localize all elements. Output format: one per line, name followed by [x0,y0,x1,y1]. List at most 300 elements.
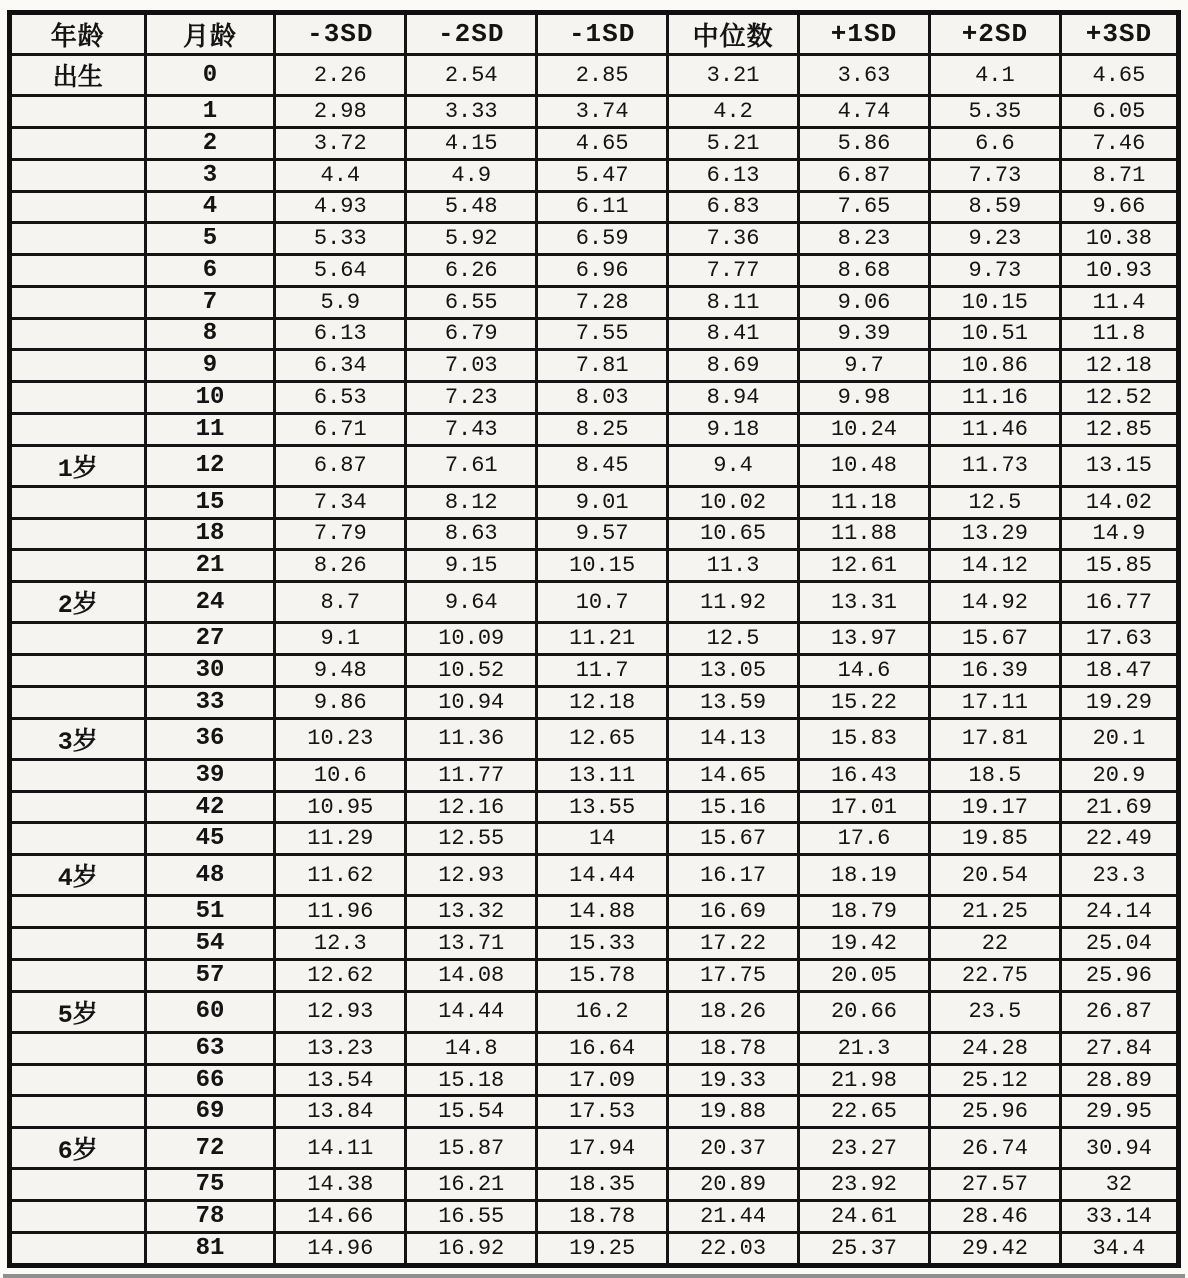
value-cell: 8.59 [929,191,1060,223]
value-cell: 9.57 [537,518,668,550]
month-cell: 6 [145,255,275,287]
value-cell: 32 [1060,1169,1178,1201]
value-cell: 18.35 [537,1169,668,1201]
value-cell: 18.78 [668,1032,799,1064]
header-row [10,13,1179,55]
value-cell: 18.79 [799,896,930,928]
month-cell: 75 [145,1169,275,1201]
table-row [10,1128,1179,1169]
value-cell: 4.4 [275,159,406,191]
value-cell: 22.03 [668,1232,799,1265]
age-cell [10,486,146,518]
value-cell: 15.33 [537,928,668,960]
value-cell: 5.33 [275,223,406,255]
value-cell: 23.27 [799,1128,930,1169]
value-cell: 16.92 [406,1232,537,1265]
age-cell: 5岁 [10,991,146,1032]
month-cell: 21 [145,550,275,582]
table-row [10,96,1179,128]
value-cell: 30.94 [1060,1128,1178,1169]
value-cell: 20.05 [799,959,930,991]
value-cell: 5.21 [668,128,799,160]
table-row [10,350,1179,382]
age-cell: 3岁 [10,718,146,759]
value-cell: 23.5 [929,991,1060,1032]
value-cell: 5.92 [406,223,537,255]
value-cell: 15.54 [406,1096,537,1128]
month-cell: 57 [145,959,275,991]
value-cell: 28.89 [1060,1064,1178,1096]
age-cell [10,928,146,960]
value-cell: 5.48 [406,191,537,223]
value-cell: 22.49 [1060,823,1178,855]
value-cell: 19.17 [929,791,1060,823]
table-row [10,445,1179,486]
value-cell: 14.38 [275,1169,406,1201]
age-cell [10,896,146,928]
value-cell: 13.59 [668,686,799,718]
value-cell: 11.21 [537,623,668,655]
value-cell: 3.63 [799,55,930,96]
growth-standards-table [7,10,1181,1268]
value-cell: 19.85 [929,823,1060,855]
value-cell: 13.15 [1060,445,1178,486]
value-cell: 15.67 [668,823,799,855]
value-cell: 26.87 [1060,991,1178,1032]
value-cell: 6.53 [275,382,406,414]
table-row [10,255,1179,287]
value-cell: 10.15 [929,286,1060,318]
value-cell: 7.46 [1060,128,1178,160]
table-row [10,413,1179,445]
value-cell: 6.71 [275,413,406,445]
value-cell: 14.88 [537,896,668,928]
age-cell [10,159,146,191]
value-cell: 14.13 [668,718,799,759]
month-cell: 48 [145,855,275,896]
value-cell: 13.31 [799,582,930,623]
value-cell: 12.3 [275,928,406,960]
value-cell: 21.69 [1060,791,1178,823]
value-cell: 13.84 [275,1096,406,1128]
table-row [10,382,1179,414]
table-row [10,1032,1179,1064]
value-cell: 21.25 [929,896,1060,928]
value-cell: 6.05 [1060,96,1178,128]
value-cell: 4.65 [537,128,668,160]
value-cell: 18.5 [929,759,1060,791]
age-cell [10,382,146,414]
value-cell: 14.92 [929,582,1060,623]
value-cell: 14.11 [275,1128,406,1169]
value-cell: 8.71 [1060,159,1178,191]
column-header: 年龄 [10,13,146,55]
value-cell: 7.34 [275,486,406,518]
value-cell: 10.65 [668,518,799,550]
age-cell [10,255,146,287]
table-row [10,1096,1179,1128]
age-cell [10,1201,146,1233]
value-cell: 24.14 [1060,896,1178,928]
age-cell [10,1096,146,1128]
value-cell: 7.23 [406,382,537,414]
value-cell: 15.83 [799,718,930,759]
bottom-edge-artifact [3,1274,1185,1278]
value-cell: 34.4 [1060,1232,1178,1265]
age-cell: 出生 [10,55,146,96]
month-cell: 3 [145,159,275,191]
table-row [10,223,1179,255]
value-cell: 6.6 [929,128,1060,160]
age-cell [10,518,146,550]
value-cell: 8.63 [406,518,537,550]
value-cell: 8.69 [668,350,799,382]
value-cell: 9.98 [799,382,930,414]
value-cell: 14.12 [929,550,1060,582]
table-row [10,991,1179,1032]
value-cell: 12.93 [275,991,406,1032]
value-cell: 25.96 [929,1096,1060,1128]
value-cell: 19.33 [668,1064,799,1096]
age-cell: 4岁 [10,855,146,896]
value-cell: 5.9 [275,286,406,318]
column-header: -2SD [406,13,537,55]
value-cell: 14.8 [406,1032,537,1064]
value-cell: 5.64 [275,255,406,287]
value-cell: 22.75 [929,959,1060,991]
value-cell: 10.48 [799,445,930,486]
value-cell: 22 [929,928,1060,960]
value-cell: 8.12 [406,486,537,518]
month-cell: 36 [145,718,275,759]
value-cell: 24.61 [799,1201,930,1233]
column-header: +2SD [929,13,1060,55]
value-cell: 16.55 [406,1201,537,1233]
value-cell: 22.65 [799,1096,930,1128]
value-cell: 12.18 [537,686,668,718]
value-cell: 6.13 [668,159,799,191]
value-cell: 19.88 [668,1096,799,1128]
value-cell: 27.84 [1060,1032,1178,1064]
table-row [10,191,1179,223]
value-cell: 16.2 [537,991,668,1032]
value-cell: 7.77 [668,255,799,287]
value-cell: 18.78 [537,1201,668,1233]
age-cell [10,350,146,382]
value-cell: 16.77 [1060,582,1178,623]
value-cell: 2.26 [275,55,406,96]
value-cell: 17.75 [668,959,799,991]
value-cell: 11.16 [929,382,1060,414]
value-cell: 17.01 [799,791,930,823]
value-cell: 9.01 [537,486,668,518]
value-cell: 15.67 [929,623,1060,655]
value-cell: 14.02 [1060,486,1178,518]
value-cell: 10.24 [799,413,930,445]
age-cell [10,759,146,791]
value-cell: 2.85 [537,55,668,96]
table-row [10,823,1179,855]
value-cell: 9.39 [799,318,930,350]
value-cell: 7.61 [406,445,537,486]
value-cell: 11.4 [1060,286,1178,318]
value-cell: 10.23 [275,718,406,759]
age-cell: 2岁 [10,582,146,623]
value-cell: 14.6 [799,655,930,687]
value-cell: 6.59 [537,223,668,255]
value-cell: 7.65 [799,191,930,223]
value-cell: 15.22 [799,686,930,718]
value-cell: 15.85 [1060,550,1178,582]
month-cell: 10 [145,382,275,414]
value-cell: 10.95 [275,791,406,823]
value-cell: 16.69 [668,896,799,928]
month-cell: 24 [145,582,275,623]
value-cell: 20.54 [929,855,1060,896]
table-row [10,855,1179,896]
value-cell: 17.09 [537,1064,668,1096]
value-cell: 28.46 [929,1201,1060,1233]
column-header: -1SD [537,13,668,55]
value-cell: 4.2 [668,96,799,128]
age-cell [10,413,146,445]
age-cell [10,791,146,823]
value-cell: 16.64 [537,1032,668,1064]
value-cell: 13.32 [406,896,537,928]
value-cell: 11.46 [929,413,1060,445]
age-cell [10,550,146,582]
value-cell: 10.38 [1060,223,1178,255]
table-row [10,55,1179,96]
table-row [10,959,1179,991]
value-cell: 3.21 [668,55,799,96]
value-cell: 14.44 [406,991,537,1032]
age-cell [10,286,146,318]
value-cell: 33.14 [1060,1201,1178,1233]
table-body [10,55,1179,1266]
value-cell: 10.93 [1060,255,1178,287]
table-row [10,1064,1179,1096]
value-cell: 10.6 [275,759,406,791]
month-cell: 60 [145,991,275,1032]
month-cell: 11 [145,413,275,445]
value-cell: 17.94 [537,1128,668,1169]
value-cell: 7.73 [929,159,1060,191]
value-cell: 20.89 [668,1169,799,1201]
value-cell: 11.8 [1060,318,1178,350]
value-cell: 11.18 [799,486,930,518]
value-cell: 11.92 [668,582,799,623]
value-cell: 13.71 [406,928,537,960]
table-row [10,550,1179,582]
value-cell: 11.62 [275,855,406,896]
value-cell: 12.5 [929,486,1060,518]
month-cell: 18 [145,518,275,550]
value-cell: 12.5 [668,623,799,655]
value-cell: 11.77 [406,759,537,791]
month-cell: 1 [145,96,275,128]
age-cell [10,655,146,687]
value-cell: 13.23 [275,1032,406,1064]
value-cell: 20.1 [1060,718,1178,759]
table-row [10,718,1179,759]
value-cell: 7.03 [406,350,537,382]
age-cell [10,959,146,991]
column-header: -3SD [275,13,406,55]
value-cell: 18.47 [1060,655,1178,687]
value-cell: 3.74 [537,96,668,128]
value-cell: 13.55 [537,791,668,823]
value-cell: 9.1 [275,623,406,655]
month-cell: 8 [145,318,275,350]
value-cell: 20.37 [668,1128,799,1169]
value-cell: 9.18 [668,413,799,445]
month-cell: 4 [145,191,275,223]
age-cell [10,128,146,160]
value-cell: 16.17 [668,855,799,896]
value-cell: 9.64 [406,582,537,623]
value-cell: 13.11 [537,759,668,791]
value-cell: 16.21 [406,1169,537,1201]
value-cell: 9.73 [929,255,1060,287]
table-row [10,928,1179,960]
value-cell: 23.92 [799,1169,930,1201]
month-cell: 12 [145,445,275,486]
age-cell [10,623,146,655]
table-row [10,896,1179,928]
value-cell: 11.7 [537,655,668,687]
value-cell: 17.81 [929,718,1060,759]
value-cell: 20.9 [1060,759,1178,791]
value-cell: 11.36 [406,718,537,759]
value-cell: 4.74 [799,96,930,128]
value-cell: 7.79 [275,518,406,550]
table-row [10,686,1179,718]
age-cell [10,1232,146,1265]
month-cell: 30 [145,655,275,687]
value-cell: 6.79 [406,318,537,350]
column-header: +3SD [1060,13,1178,55]
table-row [10,582,1179,623]
table-row [10,318,1179,350]
value-cell: 26.74 [929,1128,1060,1169]
value-cell: 12.16 [406,791,537,823]
value-cell: 6.26 [406,255,537,287]
month-cell: 2 [145,128,275,160]
value-cell: 10.15 [537,550,668,582]
value-cell: 8.94 [668,382,799,414]
month-cell: 63 [145,1032,275,1064]
month-cell: 15 [145,486,275,518]
age-cell: 6岁 [10,1128,146,1169]
value-cell: 8.03 [537,382,668,414]
age-cell [10,686,146,718]
value-cell: 21.98 [799,1064,930,1096]
value-cell: 6.55 [406,286,537,318]
value-cell: 13.29 [929,518,1060,550]
value-cell: 10.52 [406,655,537,687]
value-cell: 27.57 [929,1169,1060,1201]
value-cell: 10.09 [406,623,537,655]
value-cell: 10.02 [668,486,799,518]
month-cell: 33 [145,686,275,718]
value-cell: 15.78 [537,959,668,991]
value-cell: 16.39 [929,655,1060,687]
value-cell: 6.83 [668,191,799,223]
value-cell: 14.65 [668,759,799,791]
value-cell: 12.85 [1060,413,1178,445]
value-cell: 8.45 [537,445,668,486]
value-cell: 11.29 [275,823,406,855]
month-cell: 45 [145,823,275,855]
value-cell: 16.43 [799,759,930,791]
value-cell: 9.15 [406,550,537,582]
value-cell: 19.42 [799,928,930,960]
value-cell: 9.4 [668,445,799,486]
value-cell: 8.25 [537,413,668,445]
value-cell: 29.42 [929,1232,1060,1265]
value-cell: 10.51 [929,318,1060,350]
column-header: 中位数 [668,13,799,55]
value-cell: 19.25 [537,1232,668,1265]
table-row [10,159,1179,191]
value-cell: 5.47 [537,159,668,191]
value-cell: 11.73 [929,445,1060,486]
month-cell: 7 [145,286,275,318]
month-cell: 27 [145,623,275,655]
value-cell: 6.13 [275,318,406,350]
month-cell: 0 [145,55,275,96]
table-row [10,518,1179,550]
value-cell: 17.6 [799,823,930,855]
month-cell: 5 [145,223,275,255]
value-cell: 4.1 [929,55,1060,96]
value-cell: 13.97 [799,623,930,655]
age-cell [10,1032,146,1064]
value-cell: 9.48 [275,655,406,687]
age-cell [10,1169,146,1201]
age-cell [10,1064,146,1096]
value-cell: 15.18 [406,1064,537,1096]
value-cell: 17.53 [537,1096,668,1128]
value-cell: 21.3 [799,1032,930,1064]
value-cell: 6.34 [275,350,406,382]
value-cell: 13.05 [668,655,799,687]
value-cell: 12.52 [1060,382,1178,414]
age-cell [10,96,146,128]
value-cell: 25.04 [1060,928,1178,960]
value-cell: 9.06 [799,286,930,318]
value-cell: 2.54 [406,55,537,96]
month-cell: 9 [145,350,275,382]
value-cell: 25.37 [799,1232,930,1265]
value-cell: 14.44 [537,855,668,896]
value-cell: 10.94 [406,686,537,718]
value-cell: 11.3 [668,550,799,582]
column-header: +1SD [799,13,930,55]
value-cell: 12.65 [537,718,668,759]
value-cell: 8.41 [668,318,799,350]
column-header: 月龄 [145,13,275,55]
value-cell: 8.23 [799,223,930,255]
value-cell: 24.28 [929,1032,1060,1064]
value-cell: 6.87 [799,159,930,191]
table-row [10,791,1179,823]
month-cell: 54 [145,928,275,960]
value-cell: 14 [537,823,668,855]
value-cell: 15.16 [668,791,799,823]
value-cell: 7.55 [537,318,668,350]
